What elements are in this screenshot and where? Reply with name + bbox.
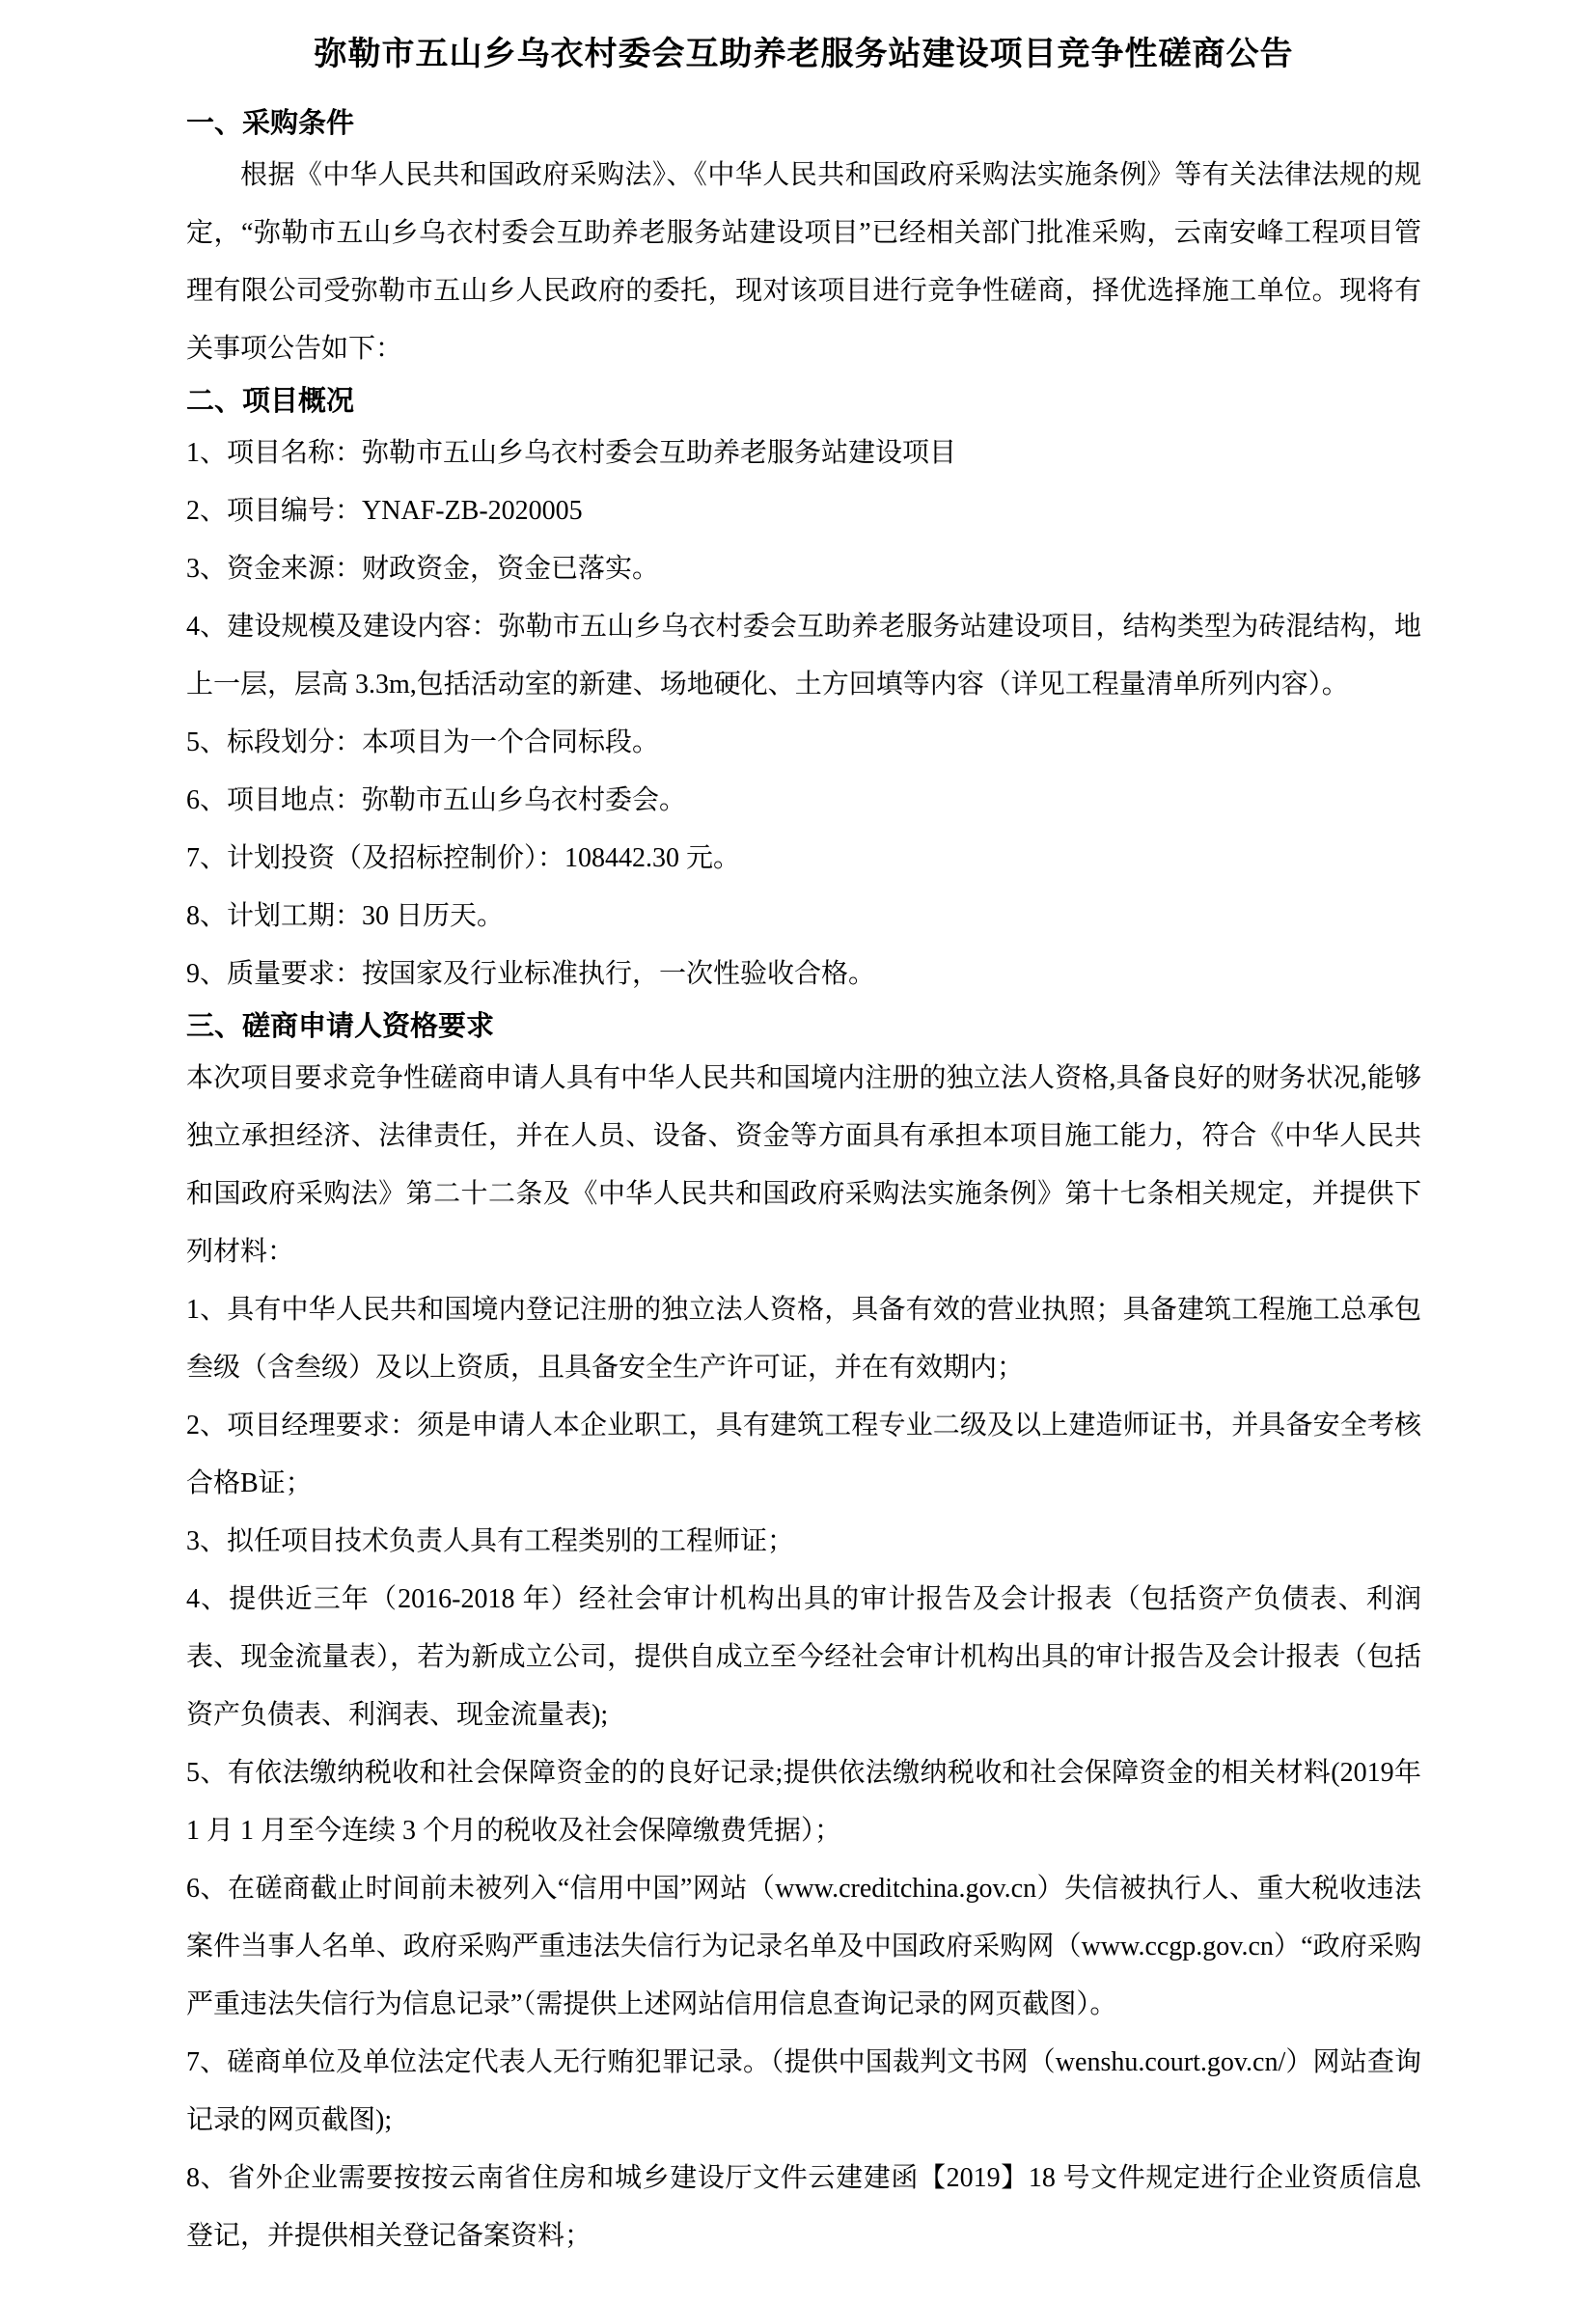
paragraph: 5、标段划分：本项目为一个合同标段。 (186, 727, 660, 757)
paragraph: 4、提供近三年（2016-2018 年）经社会审计机构出具的审计报告及会计报表（包括资产负债表、利润表、现金流量表），若为新成立公司，提供自成立至今经社会审计机构出具的审计报告及会计报表（包括资产负债表、利润表、现金流量表); (186, 1584, 1421, 1730)
paragraph: 9、质量要求：按国家及行业标准执行，一次性验收合格。 (186, 959, 876, 989)
paragraph: 3、拟任项目技术负责人具有工程类别的工程师证； (186, 1526, 795, 1556)
document-body (186, 100, 1421, 2265)
paragraph: 1、具有中华人民共和国境内登记注册的独立法人资格，具备有效的营业执照；具备建筑工程施工总承包叁级（含叁级）及以上资质，且具备安全生产许可证，并在有效期内； (186, 1295, 1421, 1383)
section-heading: 二、项目概况 (186, 386, 355, 417)
paragraph: 8、省外企业需要按按云南省住房和城乡建设厅文件云建建函【2019】18 号文件规定进行企业资质信息登记，并提供相关登记备案资料； (186, 2163, 1421, 2251)
section-heading: 三、磋商申请人资格要求 (186, 1011, 495, 1042)
paragraph: 根据《中华人民共和国政府采购法》、《中华人民共和国政府采购法实施条例》等有关法律法规的规定，“弥勒市五山乡乌衣村委会互助养老服务站建设项目”已经相关部门批准采购，云南安峰工程项目管理有限公司受弥勒市五山乡人民政府的委托，现对该项目进行竞争性磋商，择优选择施工单位。现将有关事项公告如下： (186, 160, 1421, 364)
paragraph: 6、在磋商截止时间前未被列入“信用中国”网站（www.creditchina.gov.cn）失信被执行人、重大税收违法案件当事人名单、政府采购严重违法失信行为记录名单及中国政府采购网（www.ccgp.gov.cn）“政府采购严重违法失信行为信息记录”（需提供上述网站信用信息查询记录的网页截图）。 (186, 1874, 1421, 2019)
paragraph: 6、项目地点：弥勒市五山乡乌衣村委会。 (186, 785, 687, 815)
document-title: 弥勒市五山乡乌衣村委会互助养老服务站建设项目竞争性磋商公告 (314, 37, 1294, 72)
paragraph: 5、有依法缴纳税收和社会保障资金的的良好记录;提供依法缴纳税收和社会保障资金的相关材料(2019年 1 月 1 月至今连续 3 个月的税收及社会保障缴费凭据）； (186, 1758, 1421, 1846)
paragraph: 本次项目要求竞争性磋商申请人具有中华人民共和国境内注册的独立法人资格,具备良好的财务状况,能够独立承担经济、法律责任，并在人员、设备、资金等方面具有承担本项目施工能力，符合《中华人民共和国政府采购法》第二十二条及《中华人民共和国政府采购法实施条例》第十七条相关规定，并提供下列材料： (186, 1063, 1421, 1267)
paragraph: 3、资金来源：财政资金，资金已落实。 (186, 554, 660, 584)
paragraph: 8、计划工期：30 日历天。 (186, 901, 505, 931)
paragraph: 1、项目名称：弥勒市五山乡乌衣村委会互助养老服务站建设项目 (186, 438, 957, 468)
paragraph: 4、建设规模及建设内容：弥勒市五山乡乌衣村委会互助养老服务站建设项目，结构类型为砖混结构，地上一层，层高 3.3m,包括活动室的新建、场地硬化、土方回填等内容（详见工程量清单所列内容）。 (186, 612, 1421, 699)
section-heading: 一、采购条件 (186, 108, 355, 139)
paragraph: 2、项目经理要求：须是申请人本企业职工，具有建筑工程专业二级及以上建造师证书，并具备安全考核合格B证； (186, 1411, 1421, 1498)
paragraph: 7、计划投资（及招标控制价）：108442.30 元。 (186, 843, 741, 873)
paragraph: 7、磋商单位及单位法定代表人无行贿犯罪记录。（提供中国裁判文书网（wenshu.court.gov.cn/）网站查询记录的网页截图); (186, 2047, 1421, 2135)
paragraph: 2、项目编号：YNAF-ZB-2020005 (186, 496, 583, 526)
